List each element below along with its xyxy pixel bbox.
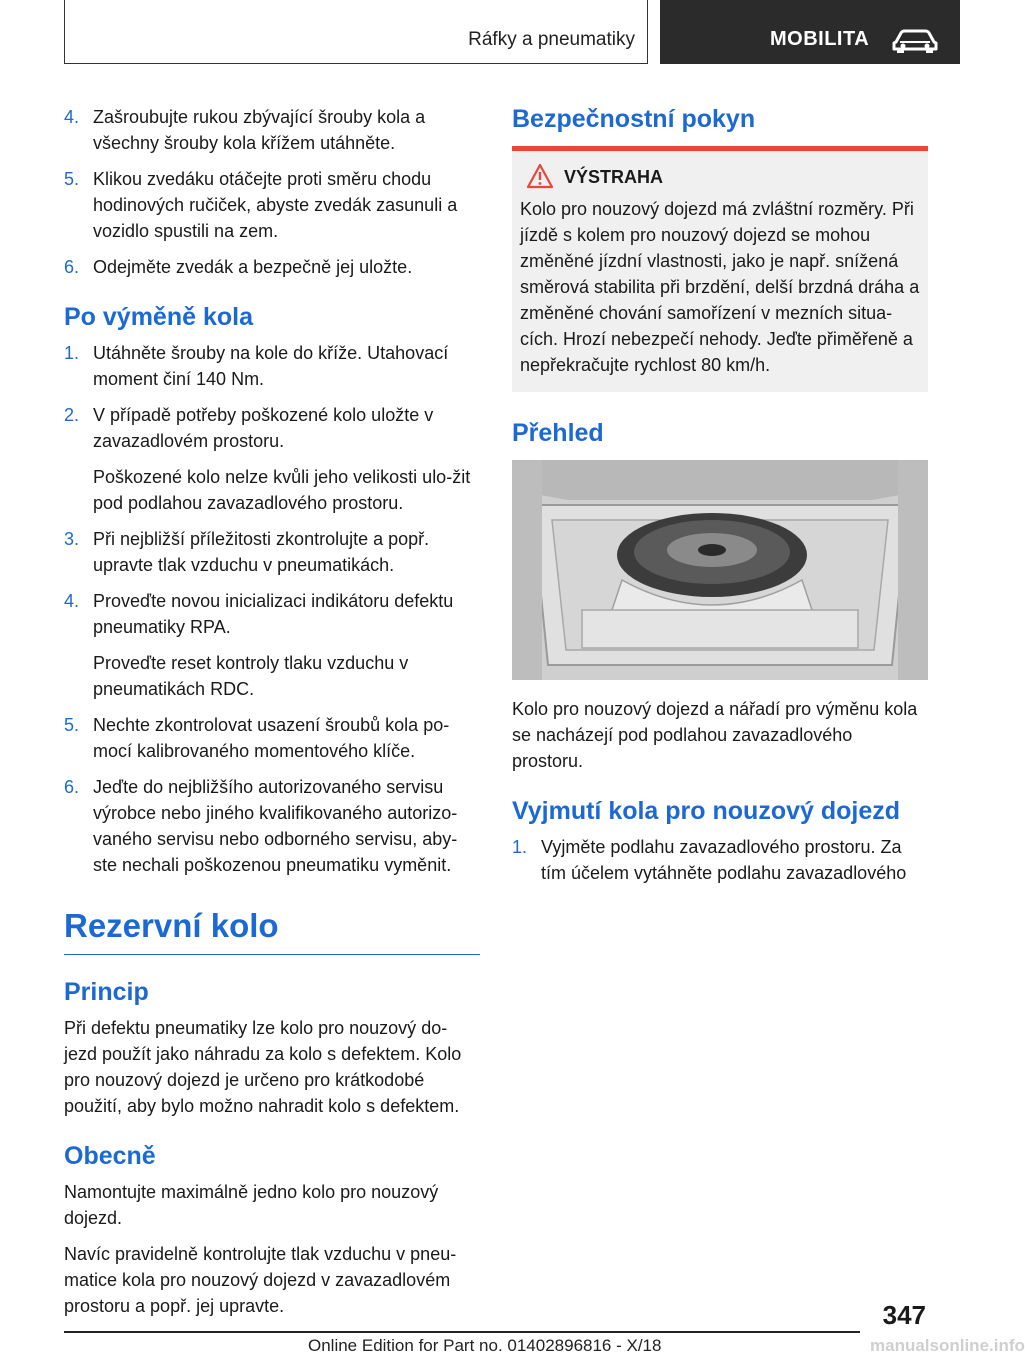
step-text: Při nejbližší příležitosti zkontrolujte a popř. upravte tlak vzduchu v pneumatikách. bbox=[93, 529, 430, 575]
car-icon bbox=[892, 29, 938, 53]
spare-wheel-heading: Rezervní kolo bbox=[64, 906, 480, 955]
step-text: Klikou zvedáku otáčejte proti směru chodu hodinových ručiček, abyste zvedák zasunuli a vozidlo spustili na zem. bbox=[93, 169, 458, 241]
step-number: 6. bbox=[64, 777, 80, 797]
footer-watermark: manualsonline.info bbox=[870, 1336, 1025, 1355]
step-number: 1. bbox=[64, 343, 80, 363]
list-item bbox=[64, 774, 480, 878]
step-text: Jeďte do nejbližšího autorizovaného servisu výrobce nebo jiného kvalifikovaného autorizo-vaného servisu nebo odborného servisu, aby-ste nechali poškozenou pneumatiku vyměnit. bbox=[93, 777, 458, 875]
steps-list-b bbox=[64, 340, 480, 878]
step-number: 5. bbox=[64, 169, 80, 189]
step-text: Proveďte novou inicializaci indikátoru defektu pneumatiky RPA. bbox=[93, 591, 454, 637]
step-number: 4. bbox=[64, 107, 80, 127]
safety-heading: Bezpečnostní pokyn bbox=[512, 98, 928, 151]
step-note: Poškozené kolo nelze kvůli jeho velikosti ulo-žit pod podlahou zavazadlového prostoru. bbox=[93, 467, 471, 513]
principle-heading: Princip bbox=[64, 978, 149, 1006]
list-item bbox=[64, 402, 480, 516]
step-number: 6. bbox=[64, 257, 80, 277]
footer-divider bbox=[64, 1331, 860, 1333]
steps-list-a bbox=[64, 104, 480, 280]
warning-label: VÝSTRAHA bbox=[564, 167, 664, 187]
header-chapter-tab bbox=[660, 0, 960, 64]
list-item bbox=[64, 104, 480, 156]
list-item bbox=[64, 526, 480, 578]
principle-text: Při defektu pneumatiky lze kolo pro nouzový do-jezd použít jako náhradu za kolo s defektem. Kolo pro nouzový dojezd je určeno pro krátkodobé použití, aby bylo možno nahradit kolo s defektem. bbox=[64, 1018, 462, 1116]
step-text: Odejměte zvedák a bezpečně jej uložte. bbox=[93, 257, 413, 277]
header-section-title: Ráfky a pneumatiky bbox=[468, 29, 635, 50]
left-column bbox=[64, 104, 480, 1329]
step-text: Nechte zkontrolovat usazení šroubů kola po-mocí kalibrovaného momentového klíče. bbox=[93, 715, 450, 761]
overview-heading: Přehled bbox=[512, 419, 604, 447]
photo-caption: Kolo pro nouzový dojezd a nářadí pro výměnu kola se nacházejí pod podlahou zavazadlového prostoru. bbox=[512, 699, 918, 771]
step-text: Vyjměte podlahu zavazadlového prostoru. Za tím účelem vytáhněte podlahu zavazadlového bbox=[541, 837, 907, 883]
step-note: Proveďte reset kontroly tlaku vzduchu v pneumatikách RDC. bbox=[93, 653, 409, 699]
list-item bbox=[64, 712, 480, 764]
general-text-1: Namontujte maximálně jedno kolo pro nouzový dojezd. bbox=[64, 1182, 439, 1228]
general-heading: Obecně bbox=[64, 1142, 156, 1170]
step-text: Utáhněte šrouby na kole do kříže. Utahovací moment činí 140 Nm. bbox=[93, 343, 449, 389]
general-text-2: Navíc pravidelně kontrolujte tlak vzduchu v pneu-matice kola pro nouzový dojezd v zavazadlovém prostoru a popř. jej upravte. bbox=[64, 1244, 457, 1316]
warning-box bbox=[512, 151, 928, 392]
removal-steps-list bbox=[512, 834, 928, 886]
step-text: V případě potřeby poškozené kolo uložte v zavazadlovém prostoru. bbox=[93, 405, 434, 451]
step-number: 5. bbox=[64, 715, 80, 735]
removal-heading: Vyjmutí kola pro nouzový dojezd bbox=[512, 797, 901, 825]
warning-triangle-icon bbox=[526, 163, 554, 189]
right-column bbox=[512, 98, 928, 896]
after-change-heading: Po výměně kola bbox=[64, 303, 253, 331]
step-number: 4. bbox=[64, 591, 80, 611]
header-section-box bbox=[64, 0, 648, 64]
warning-label-row bbox=[564, 167, 922, 188]
footer-edition: Online Edition for Part no. 01402896816 - X/18 bbox=[308, 1336, 662, 1355]
list-item bbox=[64, 340, 480, 392]
step-number: 3. bbox=[64, 529, 80, 549]
page-number: 347 bbox=[882, 1300, 926, 1330]
list-item bbox=[64, 254, 480, 280]
warning-text: Kolo pro nouzový dojezd má zvláštní rozměry. Při jízdě s kolem pro nouzový dojezd se mohou změněné jízdní vlastnosti, jako je např. snížená směrová stabilita při brzdění, delší brzdná dráha a změněné chování samořízení v mezních situa-cích. Hrozí nebezpečí nehody. Jeďte přiměřeně a nepřekračujte rychlost 80 km/h. bbox=[520, 199, 920, 375]
step-number: 2. bbox=[64, 405, 80, 425]
list-item bbox=[64, 166, 480, 244]
step-number: 1. bbox=[512, 837, 528, 857]
step-text: Zašroubujte rukou zbývající šrouby kola a všechny šrouby kola křížem utáhněte. bbox=[93, 107, 426, 153]
list-item bbox=[64, 588, 480, 702]
list-item bbox=[512, 834, 928, 886]
trunk-spare-wheel-photo bbox=[512, 460, 928, 680]
header-chapter-title: MOBILITA bbox=[770, 28, 870, 50]
